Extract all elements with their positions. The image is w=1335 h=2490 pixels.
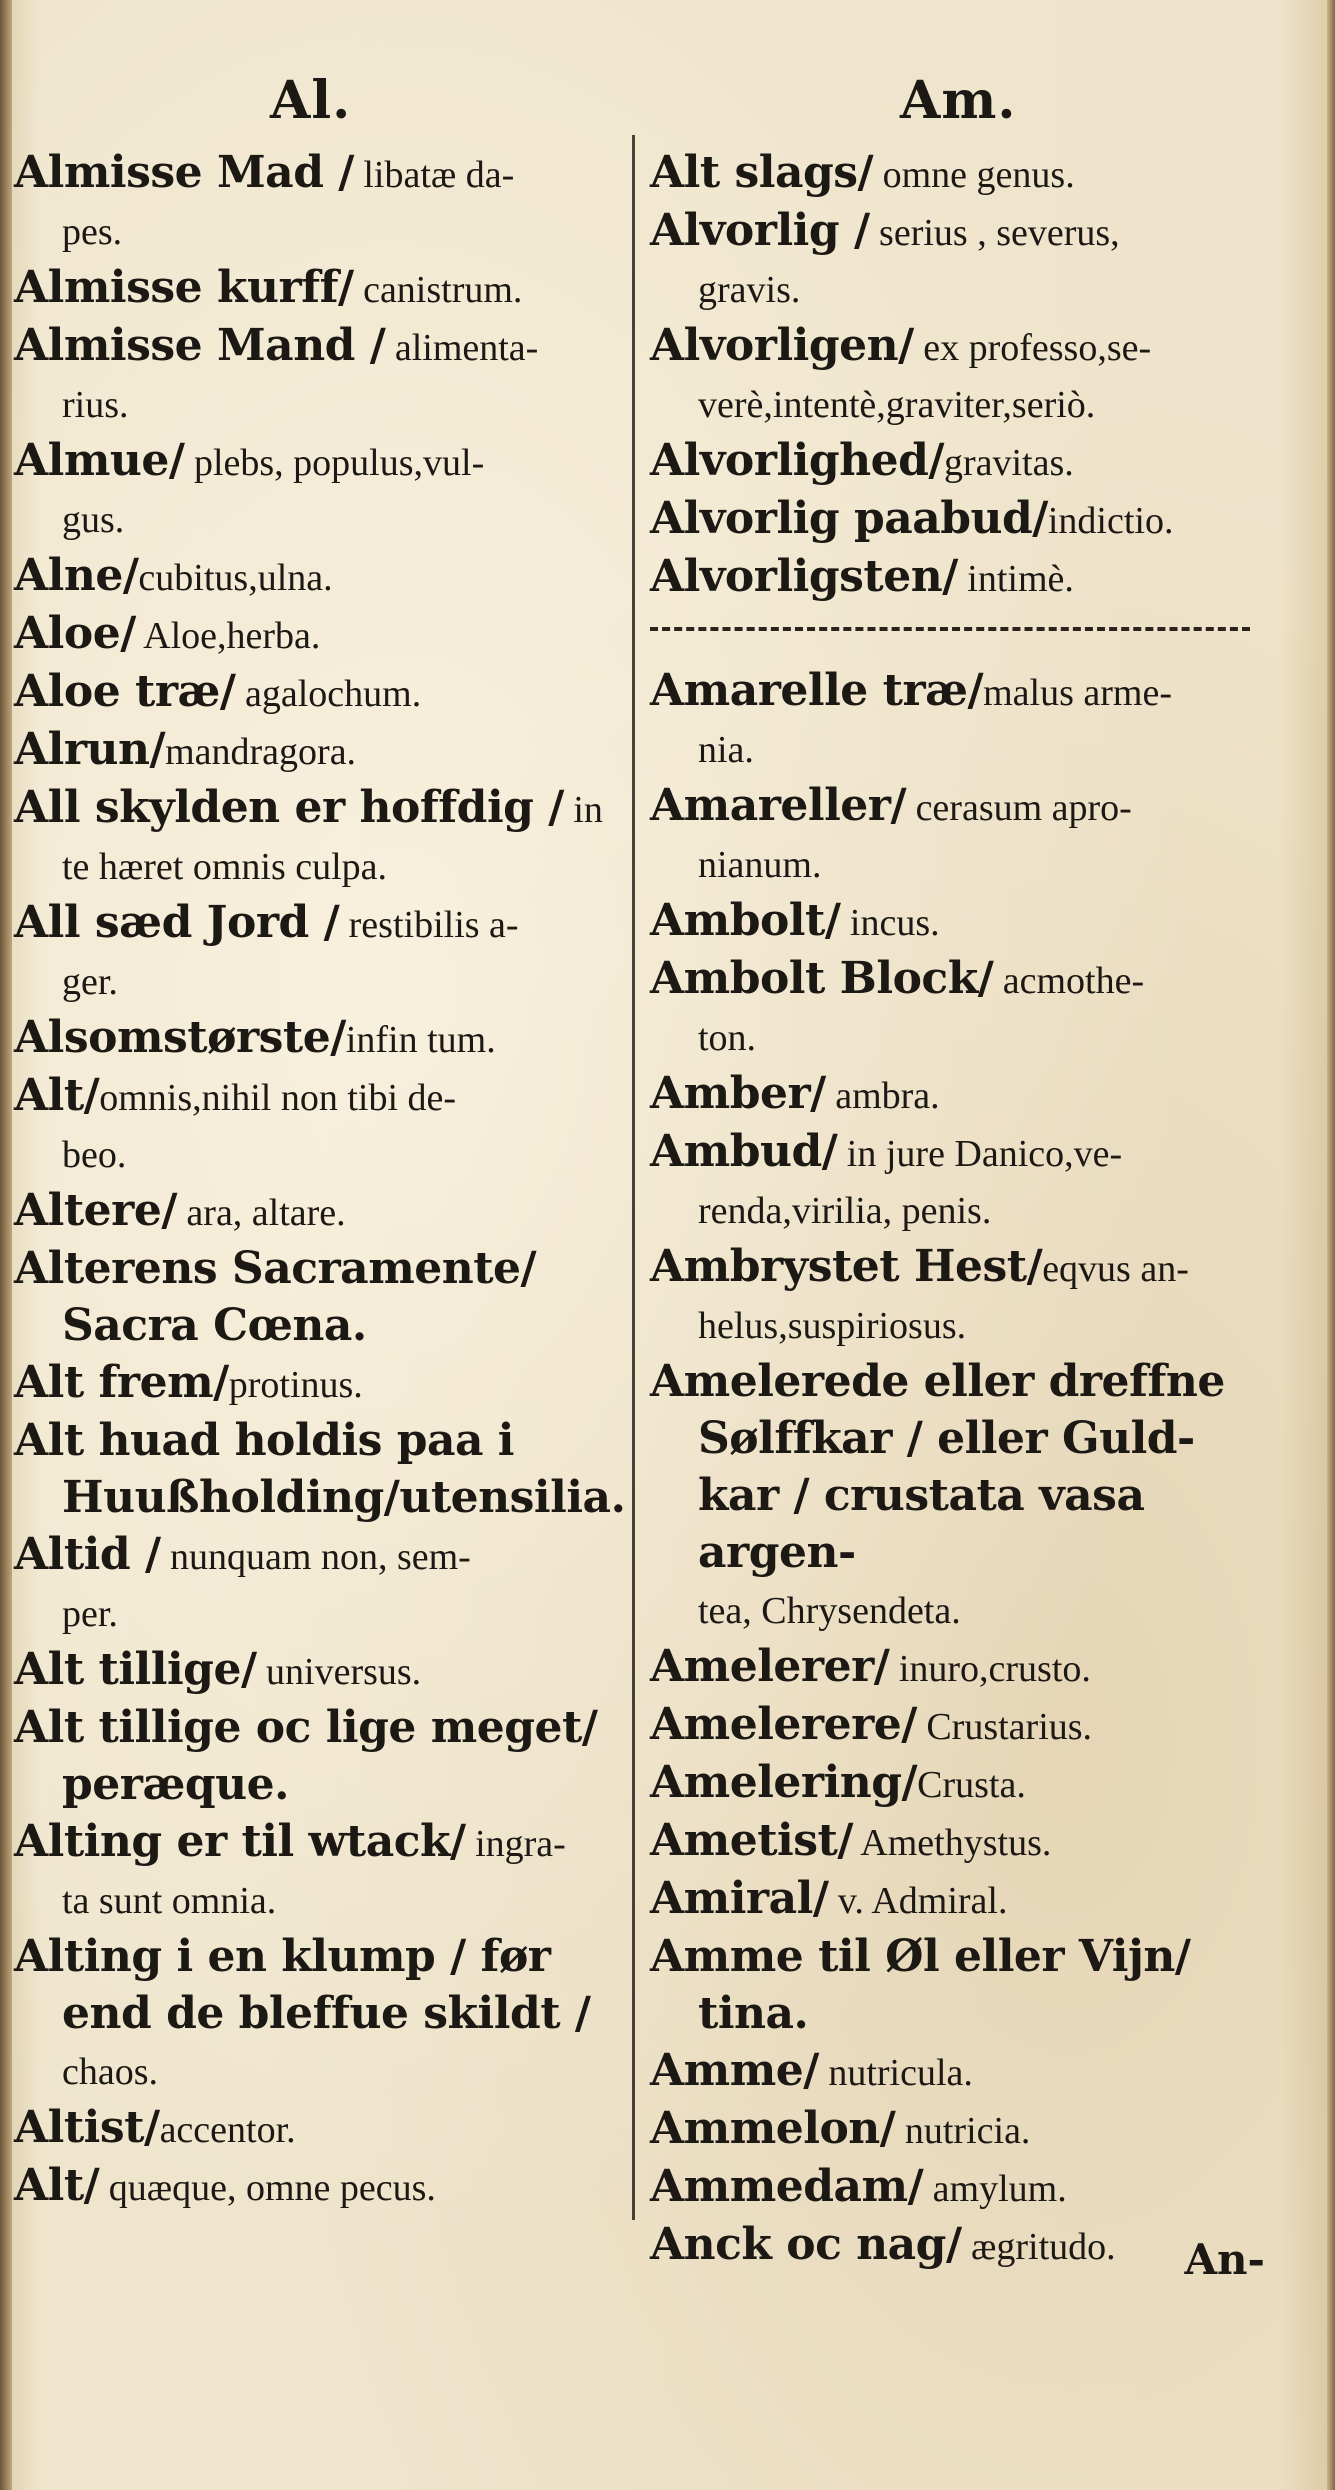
entry-first-line	[650, 433, 1270, 491]
entry-first-line	[14, 1527, 614, 1585]
dictionary-entry	[650, 1929, 1270, 2043]
definition: serius , severus,	[869, 212, 1120, 254]
definition: canistrum.	[353, 269, 523, 311]
entry-continuation: Sølffkar / eller Guld-	[698, 1413, 1195, 1464]
headword: Alvorlig paabud/	[650, 493, 1048, 544]
definition: Amethystus.	[852, 1822, 1052, 1864]
dictionary-entry	[14, 664, 614, 722]
entry-first-line	[650, 1697, 1270, 1755]
page-edge-right	[1327, 0, 1335, 2490]
headword: Amme/	[650, 2045, 819, 2096]
dictionary-entry	[14, 1413, 626, 1527]
definition: eqvus an-	[1042, 1248, 1189, 1290]
dictionary-entry	[14, 548, 614, 606]
dictionary-entry	[14, 606, 614, 664]
headword: Alt frem/	[14, 1357, 229, 1408]
entry-first-line	[650, 2217, 1270, 2275]
headword: Ammelon/	[650, 2103, 896, 2154]
entry-first-line	[650, 318, 1270, 376]
headword: Almisse Mand /	[14, 320, 386, 371]
dictionary-entry	[14, 780, 614, 895]
definition: cubitus,ulna.	[138, 557, 333, 599]
entry-first-line	[650, 2101, 1270, 2159]
entry-continuation: chaos.	[62, 2051, 159, 2093]
headword: All sæd Jord /	[14, 897, 340, 948]
entry-continuation: end de bleffue skildt /	[62, 1988, 591, 2039]
entry-continuation: nia.	[698, 729, 754, 771]
definition: Crustarius.	[916, 1706, 1093, 1748]
entry-first-line	[650, 1124, 1270, 1182]
entry-first-line	[650, 145, 1270, 203]
entry-first-line	[14, 1010, 614, 1068]
dictionary-entry	[14, 1814, 614, 1929]
entry-first-line	[14, 1814, 614, 1872]
entry-continuation: nianum.	[698, 844, 822, 886]
definition: Aloe,herba.	[135, 615, 321, 657]
headword: Ambolt Block/	[650, 953, 994, 1004]
dictionary-entry	[650, 2101, 1270, 2159]
headword: Alvorligsten/	[650, 551, 958, 602]
dictionary-entry	[14, 433, 614, 548]
entry-first-line	[650, 1929, 1270, 1986]
definition: ex professo,se-	[913, 327, 1152, 369]
definition: agalochum.	[235, 673, 422, 715]
headword: Ambolt/	[650, 895, 841, 946]
entry-first-line	[14, 1241, 614, 1298]
dictionary-entry	[14, 1700, 614, 1814]
entry-first-line	[650, 2043, 1270, 2101]
entry-continuation: helus,suspiriosus.	[698, 1305, 967, 1347]
headword: Amelerede eller dreffne	[650, 1356, 1225, 1407]
headword: Alt tillige/	[14, 1644, 257, 1695]
headword: Altid /	[14, 1529, 161, 1580]
headword: Ammedam/	[650, 2161, 924, 2212]
dictionary-entry	[14, 1929, 614, 2100]
dictionary-entry	[14, 722, 614, 780]
headword: Alt huad holdis paa i	[14, 1415, 515, 1466]
entry-first-line	[14, 722, 614, 780]
dictionary-entry	[650, 549, 1270, 607]
headword: Alsomstørste/	[14, 1012, 346, 1063]
entry-first-line	[650, 663, 1270, 721]
entry-first-line	[14, 2100, 614, 2158]
definition: nutricia.	[895, 2110, 1031, 2152]
headword: Alvorlig /	[650, 205, 870, 256]
headword: Amareller/	[650, 780, 907, 831]
entry-first-line	[14, 664, 614, 722]
dictionary-entry	[14, 1010, 614, 1068]
headword: Almue/	[14, 435, 185, 486]
headword: Alt tillige oc lige meget/	[14, 1702, 598, 1753]
running-head-left: Al.	[270, 70, 352, 131]
definition: amylum.	[923, 2168, 1067, 2210]
definition: malus arme-	[983, 672, 1172, 714]
headword: Alt/	[14, 2160, 100, 2211]
dictionary-entry	[14, 1068, 614, 1183]
headword: Alt/	[14, 1070, 100, 1121]
entry-first-line	[650, 1354, 1270, 1411]
headword: Amelering/	[650, 1757, 918, 1808]
entry-continuation: te hæret omnis culpa.	[62, 846, 388, 888]
entry-continuation: beo.	[62, 1134, 127, 1176]
dictionary-entry	[650, 951, 1270, 1066]
headword: Alne/	[14, 550, 139, 601]
entry-continuation: pes.	[62, 211, 123, 253]
headword: Aloe træ/	[14, 666, 236, 717]
entry-continuation: tina.	[698, 1988, 809, 2039]
dictionary-entry	[14, 1183, 614, 1241]
entry-continuation: Sacra Cœna.	[62, 1300, 367, 1351]
entry-continuation: gravis.	[698, 269, 801, 311]
dictionary-entry	[650, 491, 1270, 549]
headword: Ambud/	[650, 1126, 838, 1177]
headword: Amme til Øl eller Vijn/	[650, 1931, 1191, 1982]
definition: quæque, omne pecus.	[99, 2167, 436, 2209]
entry-first-line	[14, 1068, 614, 1126]
dictionary-entry	[14, 1355, 614, 1413]
dictionary-entry	[650, 2217, 1270, 2275]
entry-first-line	[14, 433, 614, 491]
definition: alimenta-	[385, 327, 539, 369]
headword: Altist/	[14, 2102, 160, 2153]
dictionary-entry	[650, 1124, 1270, 1239]
entry-first-line	[14, 1929, 614, 1986]
definition: ara, altare.	[176, 1192, 346, 1234]
entry-first-line	[14, 1355, 614, 1413]
entry-continuation: ta sunt omnia.	[62, 1880, 277, 1922]
headword: Alrun/	[14, 724, 166, 775]
definition: Crusta.	[917, 1764, 1026, 1806]
column-rule	[632, 135, 635, 2220]
entry-first-line	[650, 491, 1270, 549]
right-column	[650, 145, 1270, 2275]
entry-continuation: tea, Chrysendeta.	[698, 1590, 961, 1632]
dictionary-entry	[650, 893, 1270, 951]
definition: protinus.	[228, 1364, 363, 1406]
headword: Amelerere/	[650, 1699, 917, 1750]
catchword: An-	[1184, 2235, 1265, 2284]
entry-first-line	[650, 203, 1270, 261]
headword: Amiral/	[650, 1873, 829, 1924]
dictionary-entry	[650, 1239, 1270, 1354]
entry-first-line	[14, 260, 614, 318]
headword: Alvorlighed/	[650, 435, 944, 486]
left-column	[14, 145, 626, 2216]
entry-first-line	[650, 1639, 1270, 1697]
dictionary-entry	[14, 260, 614, 318]
dictionary-entry	[650, 203, 1270, 318]
definition: ambra.	[825, 1075, 940, 1117]
dictionary-entry	[14, 2100, 614, 2158]
dictionary-entry	[14, 895, 614, 1010]
entry-continuation: Huußholding/utensilia.	[62, 1472, 626, 1523]
entry-first-line	[14, 780, 614, 838]
dictionary-entry	[14, 2158, 614, 2216]
definition: nunquam non, sem-	[160, 1536, 471, 1578]
entry-continuation: verè,intentè,graviter,seriò.	[698, 384, 1096, 426]
definition: inuro,crusto.	[889, 1648, 1091, 1690]
dictionary-entry	[14, 1527, 614, 1642]
definition: ingra-	[465, 1823, 566, 1865]
page-edge-left	[0, 0, 12, 2490]
definition: acmothe-	[993, 960, 1145, 1002]
entry-continuation: renda,virilia, penis.	[698, 1190, 992, 1232]
dictionary-entry	[650, 1813, 1270, 1871]
definition: omne genus.	[873, 154, 1075, 196]
entry-continuation: ger.	[62, 961, 118, 1003]
dictionary-entry	[650, 433, 1270, 491]
definition: universus.	[256, 1651, 422, 1693]
headword: Altere/	[14, 1185, 177, 1236]
dictionary-entry	[650, 1354, 1270, 1639]
headword: Almisse Mad /	[14, 147, 354, 198]
dictionary-entry	[14, 1642, 614, 1700]
dictionary-entry	[650, 1871, 1270, 1929]
dictionary-entry	[650, 2043, 1270, 2101]
entry-first-line	[650, 893, 1270, 951]
headword: Ametist/	[650, 1815, 853, 1866]
definition: libatæ da-	[353, 154, 515, 196]
definition: incus.	[840, 902, 940, 944]
definition: gravitas.	[943, 442, 1074, 484]
entry-continuation: gus.	[62, 499, 125, 541]
dictionary-entry	[650, 663, 1270, 778]
right-column-bottom-entries	[650, 663, 1270, 2275]
entry-continuation: peræque.	[62, 1759, 289, 1810]
definition: plebs, populus,vul-	[184, 442, 485, 484]
headword: Alvorligen/	[650, 320, 914, 371]
headword: Aloe/	[14, 608, 136, 659]
entry-first-line	[14, 895, 614, 953]
entry-first-line	[650, 951, 1270, 1009]
entry-first-line	[14, 1642, 614, 1700]
headword: Almisse kurff/	[14, 262, 354, 313]
headword: Ambrystet Hest/	[650, 1241, 1043, 1292]
headword: Anck oc nag/	[650, 2219, 962, 2270]
entry-first-line	[650, 1755, 1270, 1813]
dictionary-entry	[650, 145, 1270, 203]
entry-first-line	[14, 1413, 614, 1470]
definition: cerasum apro-	[906, 787, 1132, 829]
definition: omnis,nihil non tibi de-	[99, 1077, 457, 1119]
definition: ægritudo.	[961, 2226, 1116, 2268]
entry-continuation: kar / crustata vasa argen-	[698, 1470, 1145, 1578]
dictionary-entry	[650, 1639, 1270, 1697]
entry-first-line	[14, 145, 614, 203]
dictionary-entry	[14, 318, 614, 433]
definition: accentor.	[159, 2109, 296, 2151]
headword: Amber/	[650, 1068, 826, 1119]
headword: Alt slags/	[650, 147, 874, 198]
headword: Alting er til wtack/	[14, 1816, 466, 1867]
dictionary-entry	[650, 2159, 1270, 2217]
entry-first-line	[650, 549, 1270, 607]
definition: mandragora.	[165, 731, 357, 773]
entry-continuation: ton.	[698, 1017, 757, 1059]
definition: restibilis a-	[339, 904, 519, 946]
right-column-top-entries	[650, 145, 1270, 607]
entry-first-line	[14, 1183, 614, 1241]
definition: in jure Danico,ve-	[837, 1133, 1123, 1175]
entry-first-line	[650, 1871, 1270, 1929]
entry-first-line	[650, 2159, 1270, 2217]
entry-first-line	[650, 1239, 1270, 1297]
running-head-right: Am.	[900, 70, 1017, 131]
entry-first-line	[14, 2158, 614, 2216]
entry-first-line	[14, 1700, 614, 1757]
entry-first-line	[650, 1813, 1270, 1871]
entry-first-line	[14, 606, 614, 664]
definition: intimè.	[957, 558, 1074, 600]
dictionary-entry	[650, 1066, 1270, 1124]
headword: All skylden er hoffdig /	[14, 782, 564, 833]
definition: infin tum.	[345, 1019, 496, 1061]
dictionary-entry	[650, 778, 1270, 893]
entry-continuation: rius.	[62, 384, 129, 426]
dictionary-entry	[14, 145, 614, 260]
dictionary-entry	[14, 1241, 614, 1355]
section-divider	[650, 627, 1250, 635]
definition: v. Admiral.	[828, 1880, 1008, 1922]
dictionary-entry	[650, 1755, 1270, 1813]
entry-first-line	[14, 548, 614, 606]
definition: indictio.	[1047, 500, 1174, 542]
entry-first-line	[14, 318, 614, 376]
dictionary-entry	[650, 1697, 1270, 1755]
dictionary-entry	[650, 318, 1270, 433]
headword: Alting i en klump / før	[14, 1931, 551, 1982]
entry-first-line	[650, 1066, 1270, 1124]
headword: Alterens Sacramente/	[14, 1243, 537, 1294]
definition: nutricula.	[818, 2052, 973, 2094]
entry-continuation: per.	[62, 1593, 118, 1635]
definition: in	[563, 789, 603, 831]
headword: Amelerer/	[650, 1641, 890, 1692]
headword: Amarelle træ/	[650, 665, 984, 716]
entry-first-line	[650, 778, 1270, 836]
